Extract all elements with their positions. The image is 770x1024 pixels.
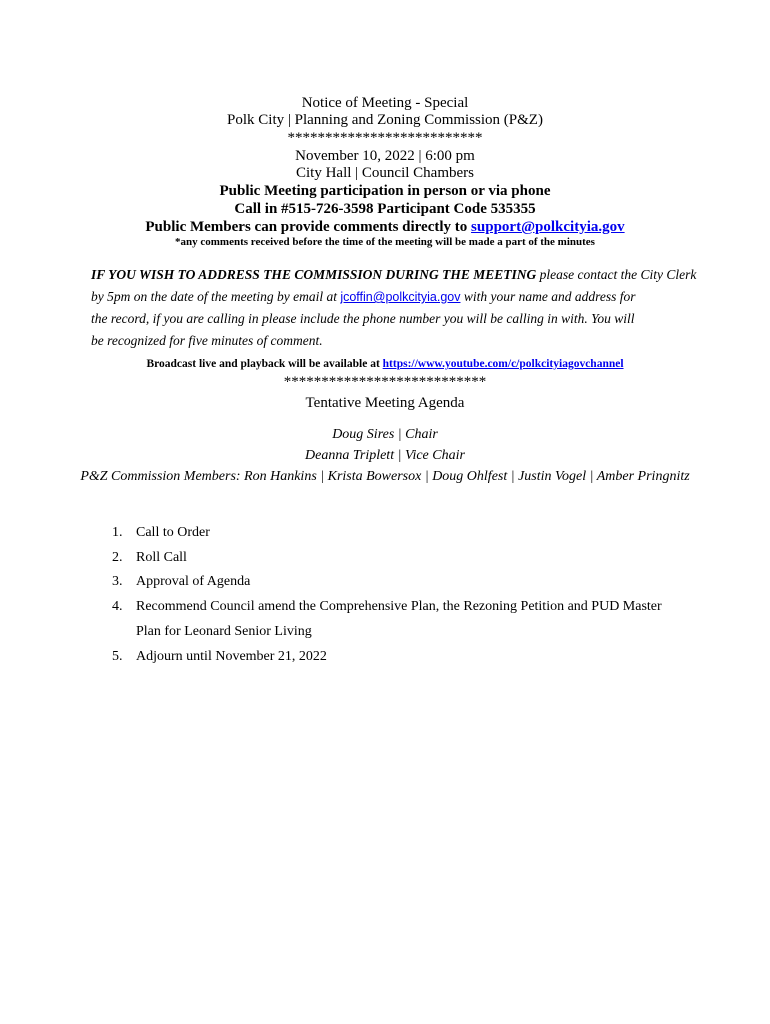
- address-paragraph: [91, 264, 697, 352]
- agenda-title: Tentative Meeting Agenda: [305, 395, 465, 411]
- participation-line: Public Meeting participation in person or via phone: [219, 183, 551, 199]
- call-in-line: Call in #515-726-3598 Participant Code 535355: [234, 201, 536, 217]
- address-line-3: the record, if you are calling in please include the phone number you will be calling in with. You will: [91, 311, 635, 326]
- agenda-item: 1. Call to Order: [112, 525, 210, 540]
- clerk-email-link[interactable]: jcoffin@polkcityia.gov: [340, 290, 461, 304]
- address-line-4: be recognized for five minutes of comment.: [91, 333, 323, 348]
- agenda-item: 5. Adjourn until November 21, 2022: [112, 648, 327, 664]
- comments-prefix: Public Members can provide comments directly to: [145, 219, 472, 235]
- commission-name: Polk City | Planning and Zoning Commission (P&Z): [227, 112, 543, 128]
- comments-line: [0, 218, 770, 236]
- address-lead: IF YOU WISH TO ADDRESS THE COMMISSION DURING THE MEETING: [91, 267, 537, 282]
- agenda-item: 4. Recommend Council amend the Comprehensive Plan, the Rezoning Petition and PUD Master Plan for Leonard Senior Living: [112, 599, 662, 639]
- members-line: P&Z Commission Members: Ron Hankins | Krista Bowersox | Doug Ohlfest | Justin Vogel | Amber Pringnitz: [80, 469, 690, 484]
- minutes-note: *any comments received before the time of the meeting will be made a part of the minutes: [175, 236, 595, 248]
- agenda-item: 2. Roll Call: [112, 549, 187, 565]
- meeting-location: City Hall | Council Chambers: [296, 165, 474, 181]
- broadcast-line: Broadcast live and playback will be available at https://www.youtube.com/c/polkcityiagovchannel: [146, 358, 624, 370]
- agenda-list: [112, 521, 662, 669]
- meeting-date: November 10, 2022 | 6:00 pm: [295, 148, 475, 164]
- support-email-link[interactable]: support@polkcityia.gov: [471, 219, 625, 235]
- separator-stars-2: ***************************: [283, 374, 487, 390]
- address-line-1: IF YOU WISH TO ADDRESS THE COMMISSION DURING THE MEETING please contact the City Clerk: [91, 267, 697, 282]
- address-line-2: by 5pm on the date of the meeting by email at jcoffin@polkcityia.gov with your name and address for: [91, 289, 636, 304]
- vice-chair-line: Deanna Triplett | Vice Chair: [305, 448, 465, 463]
- youtube-link[interactable]: https://www.youtube.com/c/polkcityiagovchannel: [382, 358, 624, 370]
- separator-stars: **************************: [287, 130, 483, 146]
- agenda-item: 3. Approval of Agenda: [112, 574, 251, 590]
- chair-line: Doug Sires | Chair: [332, 427, 438, 442]
- notice-title: Notice of Meeting - Special: [301, 95, 469, 111]
